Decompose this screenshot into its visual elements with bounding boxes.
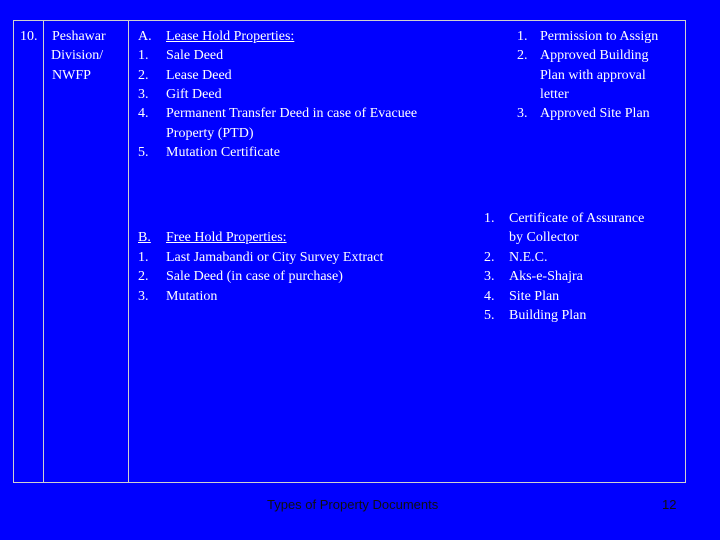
footer-title: Types of Property Documents [267,497,439,512]
section-b-marker: B. [138,230,151,245]
section-a-item: Lease Deed [166,68,232,83]
doc-item-num: 5. [484,308,495,323]
section-a-item-num: 3. [138,87,149,102]
table-border-left [13,20,14,483]
section-a-item-num: 5. [138,145,149,160]
section-b-item: Mutation [166,289,218,304]
doc-item-continuation: letter [540,87,569,102]
column-divider-1 [43,20,44,483]
division-name-line1: Peshawar [52,29,106,44]
section-a-item-num: 1. [138,48,149,63]
section-a-item-num: 2. [138,68,149,83]
doc-item-num: 4. [484,289,495,304]
doc-item: Approved Site Plan [540,106,650,121]
doc-item: N.E.C. [509,250,548,265]
doc-item-num: 3. [517,106,528,121]
doc-item-continuation: by Collector [509,230,579,245]
doc-item-num: 2. [484,250,495,265]
section-b-heading: Free Hold Properties: [166,230,287,245]
section-a-heading: Lease Hold Properties: [166,29,295,44]
section-a-marker: A. [138,29,152,44]
division-name-line2: Division/ [51,48,104,63]
doc-item-num: 2. [517,48,528,63]
table-border-bottom [13,482,686,483]
doc-item: Aks-e-Shajra [509,269,583,284]
section-b-item-num: 1. [138,250,149,265]
section-a-item: Gift Deed [166,87,222,102]
doc-item: Certificate of Assurance [509,211,645,226]
section-a-item-continuation: Property (PTD) [166,126,254,141]
section-a-item: Permanent Transfer Deed in case of Evacuee [166,106,418,121]
section-b-item-num: 3. [138,289,149,304]
section-b-item: Last Jamabandi or City Survey Extract [166,250,384,265]
doc-item: Site Plan [509,289,560,304]
section-a-item-num: 4. [138,106,149,121]
doc-item: Approved Building [540,48,649,63]
table-border-top [13,20,686,21]
column-divider-2 [128,20,129,483]
page-number: 12 [662,497,677,512]
doc-item-num: 1. [484,211,495,226]
doc-item-num: 1. [517,29,528,44]
section-a-item: Mutation Certificate [166,145,280,160]
doc-item-continuation: Plan with approval [540,68,646,83]
doc-item: Building Plan [509,308,587,323]
section-b-item-num: 2. [138,269,149,284]
doc-item-num: 3. [484,269,495,284]
row-number: 10. [20,29,38,44]
division-name-line3: NWFP [52,68,91,83]
table-border-right [685,20,686,483]
section-a-item: Sale Deed [166,48,224,63]
section-b-item: Sale Deed (in case of purchase) [166,269,343,284]
doc-item: Permission to Assign [540,29,659,44]
